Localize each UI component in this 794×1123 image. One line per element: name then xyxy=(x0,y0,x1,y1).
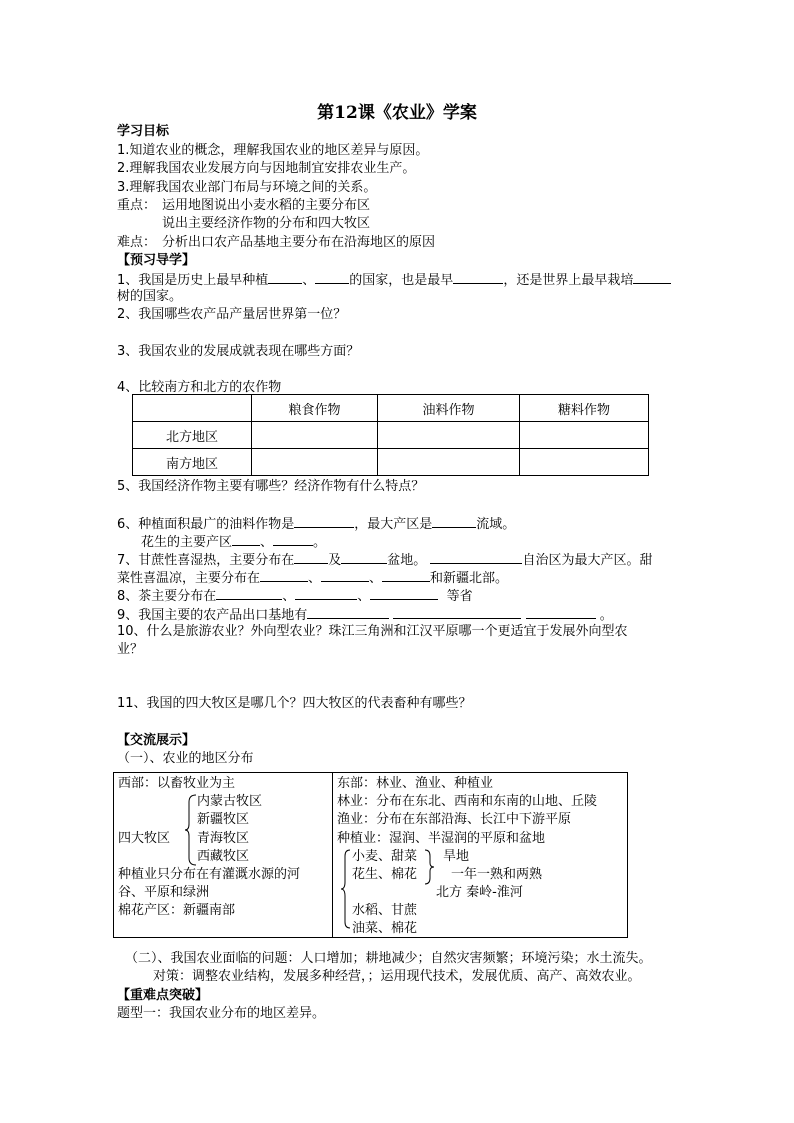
table-cell[interactable] xyxy=(378,449,520,476)
table-cell[interactable] xyxy=(252,449,378,476)
pasture-brace xyxy=(185,794,197,866)
question-4: 4、比较南方和北方的农作物 xyxy=(117,380,282,395)
table-cell[interactable] xyxy=(520,449,649,476)
pasture-item: 内蒙古牧区 xyxy=(197,794,263,809)
preview-heading: 【预习导学】 xyxy=(117,253,196,268)
measures-text: 对策：调整农业结构，发展多种经营，；运用现代技术，发展优质、高产、高效农业。 xyxy=(153,969,641,984)
crop-peanut-cotton: 花生、棉花 xyxy=(352,867,418,882)
q1-blank-1 xyxy=(268,270,302,284)
q8-blank-1 xyxy=(216,586,282,600)
q9-text-b: 。 xyxy=(599,608,613,623)
q7-blank-4 xyxy=(260,568,308,582)
q6-text-a: 6、种植面积最广的油料作物是 xyxy=(117,517,295,532)
q6-text-b: ，最大产区是 xyxy=(354,517,433,532)
table-cell[interactable] xyxy=(378,422,520,449)
q1-text-b: 的国家，也是最早 xyxy=(349,273,454,288)
q6-blank-2 xyxy=(432,514,476,528)
page-title: 第12课《农业》学案 xyxy=(317,103,477,123)
difficult-label: 难点： xyxy=(117,235,157,250)
question-11: 11、我国的四大牧区是哪几个？四大牧区的代表畜种有哪些？ xyxy=(117,696,472,711)
q7-text-a: 7、甘蔗性喜湿热，主要分布在 xyxy=(117,553,295,568)
objectives-heading: 学习目标 xyxy=(117,124,170,139)
question-9 xyxy=(117,605,613,624)
table-header-cell: 粮食作物 xyxy=(252,395,378,422)
crop-wheat-beet: 小麦、甜菜 xyxy=(352,849,418,864)
objective-item-1: 1.知道农业的概念，理解我国农业的地区差异与原因。 xyxy=(117,143,429,158)
planting-text-a: 种植业只分布在有灌溉水源的河 xyxy=(118,867,301,882)
question-type-1: 题型一：我国农业分布的地区差异。 xyxy=(117,1006,326,1021)
q8-text-c: 、 xyxy=(357,589,371,604)
q1-text-d: 树的国家。 xyxy=(117,289,183,304)
question-10: 10、什么是旅游农业？外向型农业？珠江三角洲和江汉平原哪一个更适宜于发展外向型农 xyxy=(117,624,628,639)
table-row xyxy=(133,422,649,449)
cotton-text: 棉花产区：新疆南部 xyxy=(118,903,236,918)
pasture-item: 青海牧区 xyxy=(197,831,250,846)
objective-item-2: 2.理解我国农业发展方向与因地制宜安排农业生产。 xyxy=(117,161,416,176)
table-header-cell xyxy=(133,395,252,422)
q6-blank-4 xyxy=(273,532,313,546)
q7-text-h: 和新疆北部。 xyxy=(430,571,509,586)
q6-text-f: 。 xyxy=(313,535,327,550)
q7-text-b: 及 xyxy=(328,553,342,568)
key-point-2: 说出主要经济作物的分布和四大牧区 xyxy=(162,216,371,231)
question-6 xyxy=(117,514,515,533)
fishery-text: 渔业：分布在东部沿海、长江中下游平原 xyxy=(337,812,572,827)
pasture-label: 四大牧区 xyxy=(118,831,171,846)
question-3: 3、我国农业的发展成就表现在哪些方面？ xyxy=(117,344,360,359)
pasture-item: 新疆牧区 xyxy=(197,812,250,827)
q7-blank-3 xyxy=(430,550,522,564)
q1-blank-3 xyxy=(453,270,503,284)
q7-text-g: 、 xyxy=(369,571,383,586)
q8-blank-3 xyxy=(370,586,438,600)
question-2: 2、我国哪些农产品产量居世界第一位？ xyxy=(117,307,347,322)
crop-comparison-table xyxy=(132,394,649,476)
distribution-divider xyxy=(332,772,333,937)
dryland-text: 旱地 xyxy=(443,849,470,864)
q9-blank-1 xyxy=(307,605,389,619)
exchange-heading: 【交流展示】 xyxy=(117,733,196,748)
exchange-subheading-2: （二）、我国农业面临的问题：人口增加；耕地减少；自然灾害频繁；环境污染；水土流失。 xyxy=(125,951,652,966)
q7-text-d: 自治区为最大产区。甜 xyxy=(522,553,653,568)
table-row-label: 北方地区 xyxy=(133,422,252,449)
q9-text-a: 9、我国主要的农产品出口基地有 xyxy=(117,608,308,623)
q8-blank-2 xyxy=(295,586,357,600)
question-8 xyxy=(117,586,473,605)
crop-rice-sugarcane: 水稻、甘蔗 xyxy=(352,903,418,918)
breakthrough-heading: 【重难点突破】 xyxy=(117,988,209,1003)
q8-text-a: 8、茶主要分布在 xyxy=(117,589,217,604)
harvest-text: 一年一熟和两熟 xyxy=(451,867,543,882)
q1-blank-4 xyxy=(633,270,671,284)
q7-blank-2 xyxy=(341,550,387,564)
north-boundary-text: 北方 秦岭-淮河 xyxy=(436,885,523,900)
crops-brace xyxy=(341,849,351,929)
key-points-label: 重点： xyxy=(117,198,157,213)
question-7-cont xyxy=(117,568,508,587)
forest-text: 林业：分布在东北、西南和东南的山地、丘陵 xyxy=(337,794,598,809)
q7-text-f: 、 xyxy=(308,571,322,586)
q1-blank-2 xyxy=(315,270,349,284)
q8-text-d: 等省 xyxy=(446,589,473,604)
question-1 xyxy=(117,270,671,289)
q7-text-c: 盆地。 xyxy=(387,553,427,568)
q6-text-c: 流域。 xyxy=(476,517,516,532)
q6-blank-1 xyxy=(294,514,354,528)
pasture-item: 西藏牧区 xyxy=(197,849,250,864)
q6-text-d: 花生的主要产区 xyxy=(141,535,233,550)
planting-right-text: 种植业：湿润、半湿润的平原和盆地 xyxy=(337,831,546,846)
west-text: 西部：以畜牧业为主 xyxy=(118,776,236,791)
q7-text-e: 菜性喜温凉，主要分布在 xyxy=(117,571,261,586)
east-text: 东部：林业、渔业、种植业 xyxy=(337,776,494,791)
table-cell[interactable] xyxy=(520,422,649,449)
q1-text-c: ，还是世界上最早栽培 xyxy=(503,273,634,288)
dryland-brace xyxy=(424,849,434,885)
table-header-cell: 糖料作物 xyxy=(520,395,649,422)
table-header-row xyxy=(133,395,649,422)
q1-text-a: 1、我国是历史上最早种植 xyxy=(117,273,269,288)
table-row-label: 南方地区 xyxy=(133,449,252,476)
q8-text-b: 、 xyxy=(282,589,296,604)
q7-blank-6 xyxy=(382,568,430,582)
question-7 xyxy=(117,550,652,569)
planting-text-b: 谷、平原和绿洲 xyxy=(118,885,210,900)
q6-text-e: 、 xyxy=(260,535,274,550)
objective-item-3: 3.理解我国农业部门布局与环境之间的关系。 xyxy=(117,180,377,195)
question-5: 5、我国经济作物主要有哪些？经济作物有什么特点？ xyxy=(117,479,425,494)
table-row xyxy=(133,449,649,476)
key-point-1: 运用地图说出小麦水稻的主要分布区 xyxy=(162,198,371,213)
exchange-subheading-1: （一）、农业的地区分布 xyxy=(117,751,254,766)
question-10-cont: 业？ xyxy=(117,642,144,657)
q9-blank-3 xyxy=(526,605,596,619)
difficult-point: 分析出口农产品基地主要分布在沿海地区的原因 xyxy=(162,235,436,250)
question-6-cont xyxy=(141,532,326,551)
table-header-cell: 油料作物 xyxy=(378,395,520,422)
q9-blank-2 xyxy=(393,605,521,619)
q7-blank-1 xyxy=(294,550,328,564)
table-cell[interactable] xyxy=(252,422,378,449)
crop-rape-cotton: 油菜、棉花 xyxy=(352,921,418,936)
q7-blank-5 xyxy=(321,568,369,582)
q6-blank-3 xyxy=(232,532,260,546)
q1-sep: 、 xyxy=(302,273,316,288)
